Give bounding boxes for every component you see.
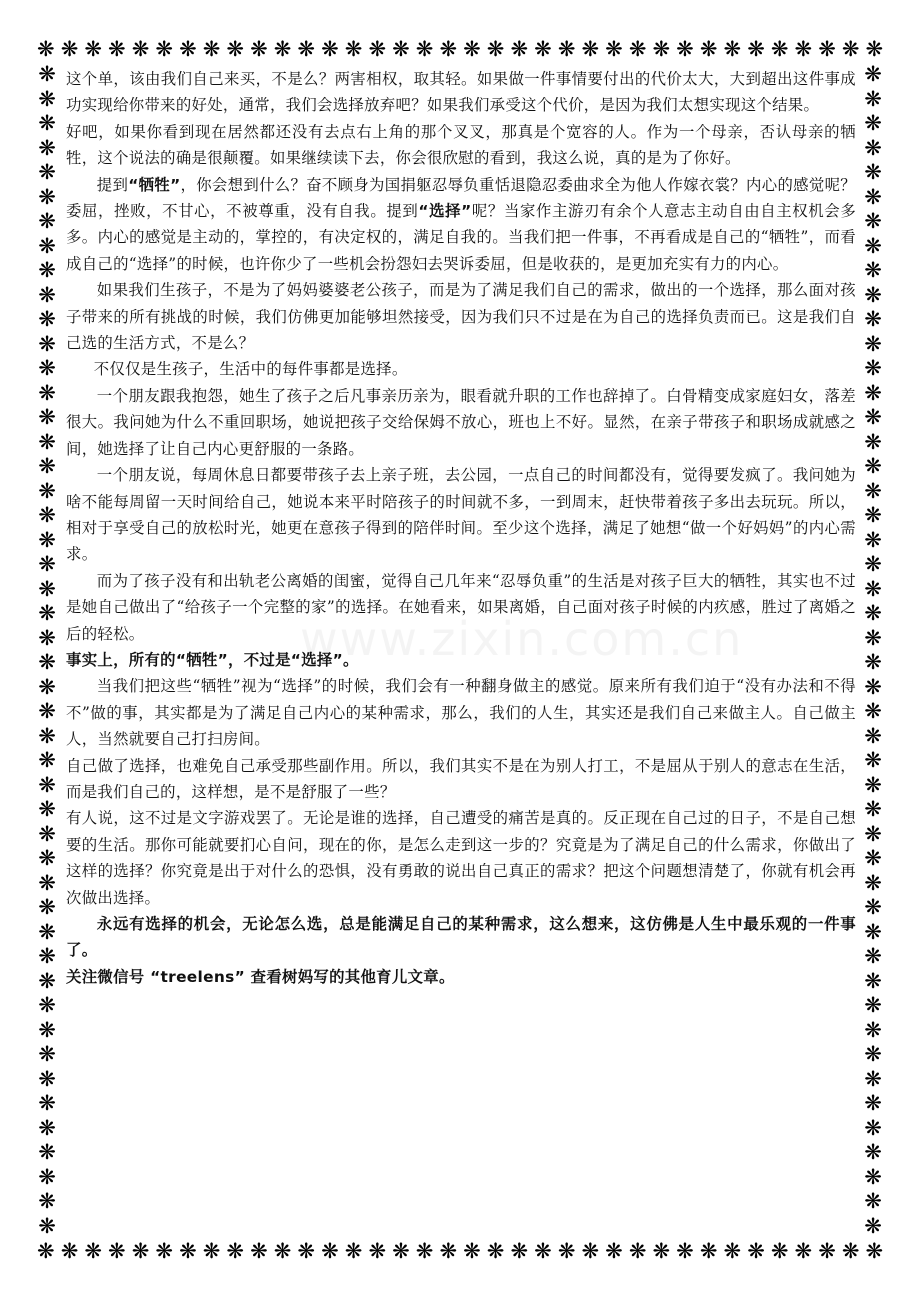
border-star-icon: ❋ — [38, 184, 56, 209]
border-star-icon: ❋ — [864, 429, 882, 454]
border-star-icon: ❋ — [38, 380, 56, 405]
border-star-icon: ❋ — [297, 1239, 316, 1263]
border-star-icon: ❋ — [864, 184, 882, 209]
border-star-icon: ❋ — [676, 37, 694, 61]
border-star-icon: ❋ — [38, 111, 56, 135]
border-star-icon: ❋ — [38, 307, 56, 331]
border-star-icon: ❋ — [864, 1213, 882, 1238]
border-star-icon: ❋ — [864, 111, 882, 135]
border-star-icon: ❋ — [38, 1091, 56, 1115]
border-star-icon: ❋ — [297, 37, 316, 61]
border-star-icon: ❋ — [864, 380, 882, 405]
border-star-icon: ❋ — [864, 797, 882, 821]
border-star-icon: ❋ — [676, 1239, 694, 1263]
border-star-icon: ❋ — [250, 37, 268, 61]
border-star-icon: ❋ — [581, 37, 600, 61]
border-star-icon: ❋ — [770, 37, 789, 61]
paragraph: 一个朋友跟我抱怨，她生了孩子之后凡事亲历亲为，眼看就升职的工作也辞掉了。白骨精变成家庭妇女，落差很大。我问她为什么不重回职场，她说把孩子交给保姆不放心，班也上不好。显然，在亲子带孩子和职场成就感之间，她选择了让自己内心更舒服的一条路。 — [66, 386, 856, 458]
border-star-icon: ❋ — [321, 37, 339, 61]
border-star-icon: ❋ — [38, 1140, 56, 1164]
decorative-border-left — [34, 62, 60, 1238]
border-star-icon: ❋ — [38, 699, 56, 723]
border-star-icon: ❋ — [864, 233, 882, 258]
border-star-icon: ❋ — [864, 135, 882, 160]
border-star-icon: ❋ — [108, 1239, 126, 1263]
border-star-icon: ❋ — [38, 748, 56, 772]
border-star-icon: ❋ — [864, 62, 882, 86]
paragraph: 一个朋友说，每周休息日都要带孩子去上亲子班，去公园，一点自己的时间都没有，觉得要发疯了。我问她为啥不能每周留一天时间给自己，她说本来平时陪孩子的时间就不多，一到周末，赶快带着孩子多出去玩玩。所以，相对于享受自己的放松时光，她更在意孩子得到的陪伴时间。至少这个选择，满足了她想“做一个好妈妈”的内心需求。 — [66, 466, 856, 564]
border-star-icon: ❋ — [864, 993, 882, 1017]
border-star-icon: ❋ — [864, 1164, 882, 1189]
border-star-icon: ❋ — [864, 307, 882, 331]
paragraph: 不仅仅是生孩子，生活中的每件事都是选择。 — [93, 360, 408, 379]
border-star-icon: ❋ — [131, 1239, 150, 1263]
border-star-icon: ❋ — [392, 37, 410, 61]
border-star-icon: ❋ — [557, 37, 576, 61]
border-star-icon: ❋ — [747, 1239, 765, 1263]
border-star-icon: ❋ — [864, 1189, 882, 1213]
paragraph: 如果我们生孩子，不是为了妈妈婆婆老公孩子，而是为了满足我们自己的需求，做出的一个选择，那么面对孩子带来的所有挑战的时候，我们仿佛更加能够坦然接受，因为我们只不过是在为自己的选择负责而已。这是我们自己选的生活方式，不是么？ — [66, 281, 856, 353]
border-star-icon: ❋ — [463, 37, 481, 61]
border-star-icon: ❋ — [321, 1239, 339, 1263]
border-star-icon: ❋ — [60, 37, 79, 61]
decorative-border-bottom — [34, 1238, 886, 1264]
border-star-icon: ❋ — [84, 1239, 102, 1263]
watermark: www.zixin.com.cn — [300, 612, 744, 666]
border-star-icon: ❋ — [864, 503, 882, 527]
border-star-icon: ❋ — [38, 919, 56, 944]
article-body — [66, 66, 856, 990]
border-star-icon: ❋ — [864, 674, 882, 699]
border-star-icon: ❋ — [38, 135, 56, 160]
border-star-icon: ❋ — [486, 37, 505, 61]
border-star-icon: ❋ — [155, 37, 173, 61]
border-star-icon: ❋ — [38, 968, 56, 993]
paragraph-text: 呢？当家作主游刃有余个人意志主动自由自主权机会多多。内心的感觉是主动的，掌控的，有决定权的，满足自我的。当我们把一件事，不再看成是自己的“牺牲”，而看成自己的“选择”的时候，也许你少了一些机会扮怨妇去哭诉委屈，但是收获的，是更加充实有力的内心。 — [66, 202, 857, 273]
border-star-icon: ❋ — [605, 37, 623, 61]
border-star-icon: ❋ — [486, 1239, 505, 1263]
border-star-icon: ❋ — [344, 37, 363, 61]
border-star-icon: ❋ — [864, 723, 882, 748]
border-star-icon: ❋ — [38, 429, 56, 454]
border-star-icon: ❋ — [652, 37, 671, 61]
border-star-icon: ❋ — [864, 821, 882, 846]
border-star-icon: ❋ — [864, 282, 882, 307]
border-star-icon: ❋ — [38, 674, 56, 699]
border-star-icon: ❋ — [38, 772, 56, 797]
border-star-icon: ❋ — [202, 1239, 221, 1263]
border-star-icon: ❋ — [699, 37, 718, 61]
border-star-icon: ❋ — [38, 86, 56, 111]
border-star-icon: ❋ — [37, 1239, 55, 1263]
border-star-icon: ❋ — [818, 1239, 836, 1263]
border-star-icon: ❋ — [605, 1239, 623, 1263]
emphasis-sacrifice: “牺牲” — [128, 175, 181, 194]
border-star-icon: ❋ — [38, 846, 56, 870]
border-star-icon: ❋ — [60, 1239, 79, 1263]
border-star-icon: ❋ — [202, 37, 221, 61]
border-star-icon: ❋ — [864, 968, 882, 993]
border-star-icon: ❋ — [344, 1239, 363, 1263]
follow-note: 关注微信号 “treelens” 查看树妈写的其他育儿文章。 — [66, 967, 455, 986]
border-star-icon: ❋ — [865, 1239, 884, 1263]
border-star-icon: ❋ — [864, 1091, 882, 1115]
paragraph: 有人说，这不过是文字游戏罢了。无论是谁的选择，自己遭受的痛苦是真的。反正现在自己过的日子，不是自己想要的生活。那你可能就要扪心自问，现在的你，是怎么走到这一步的？究竟是为了满足自己的什么需求，你做出了这样的选择？你究竟是出于对什么的恐惧，没有勇敢的说出自己真正的需求？把这个问题想清楚了，你就有机会再次做出选择。 — [66, 809, 856, 907]
border-star-icon: ❋ — [38, 160, 56, 184]
border-star-icon: ❋ — [723, 37, 742, 61]
border-star-icon: ❋ — [864, 1042, 882, 1066]
border-star-icon: ❋ — [864, 86, 882, 111]
border-star-icon: ❋ — [723, 1239, 742, 1263]
border-star-icon: ❋ — [38, 993, 56, 1017]
border-star-icon: ❋ — [864, 331, 882, 356]
border-star-icon: ❋ — [38, 821, 56, 846]
border-star-icon: ❋ — [38, 356, 56, 380]
border-star-icon: ❋ — [864, 160, 882, 184]
border-star-icon: ❋ — [37, 37, 55, 61]
border-star-icon: ❋ — [864, 454, 882, 478]
border-star-icon: ❋ — [557, 1239, 576, 1263]
border-star-icon: ❋ — [794, 1239, 813, 1263]
conclusion: 永远有选择的机会，无论怎么选，总是能满足自己的某种需求，这么想来，这仿佛是人生中最乐观的一件事了。 — [66, 915, 856, 960]
border-star-icon: ❋ — [250, 1239, 268, 1263]
border-star-icon: ❋ — [794, 37, 813, 61]
border-star-icon: ❋ — [38, 797, 56, 821]
border-star-icon: ❋ — [463, 1239, 481, 1263]
border-star-icon: ❋ — [38, 1066, 56, 1091]
border-star-icon: ❋ — [864, 1140, 882, 1164]
border-star-icon: ❋ — [864, 1066, 882, 1091]
border-star-icon: ❋ — [864, 405, 882, 429]
border-star-icon: ❋ — [864, 650, 882, 674]
border-star-icon: ❋ — [628, 37, 647, 61]
border-star-icon: ❋ — [841, 37, 860, 61]
decorative-border-top — [34, 36, 886, 62]
border-star-icon: ❋ — [510, 37, 529, 61]
border-star-icon: ❋ — [226, 1239, 245, 1263]
border-star-icon: ❋ — [864, 576, 882, 601]
border-star-icon: ❋ — [439, 37, 458, 61]
border-star-icon: ❋ — [864, 919, 882, 944]
border-star-icon: ❋ — [273, 1239, 292, 1263]
border-star-icon: ❋ — [38, 601, 56, 625]
paragraph: 好吧，如果你看到现在居然都还没有去点右上角的那个叉叉，那真是个宽容的人。作为一个母亲，否认母亲的牺牲，这个说法的确是很颠覆。如果继续读下去，你会很欣慰的看到，我这么说，真的是为了你好。 — [66, 122, 856, 168]
border-star-icon: ❋ — [155, 1239, 173, 1263]
border-star-icon: ❋ — [864, 1017, 882, 1042]
border-star-icon: ❋ — [38, 552, 56, 576]
border-star-icon: ❋ — [864, 748, 882, 772]
border-star-icon: ❋ — [747, 37, 765, 61]
border-star-icon: ❋ — [108, 37, 126, 61]
border-star-icon: ❋ — [38, 478, 56, 503]
border-star-icon: ❋ — [392, 1239, 410, 1263]
paragraph-text: ，你会想到什么？奋不顾身为国捐躯忍辱负重恬退隐忍委曲求全为他人作嫁衣裳？内心的感觉呢？委屈，挫败，不甘心，不被尊重，没有自我。提到 — [66, 175, 856, 221]
border-star-icon: ❋ — [38, 503, 56, 527]
border-star-icon: ❋ — [864, 772, 882, 797]
border-star-icon: ❋ — [510, 1239, 529, 1263]
paragraph: 这个单，该由我们自己来买，不是么？两害相权，取其轻。如果做一件事情要付出的代价太大，大到超出这件事成功实现给你带来的好处，通常，我们会选择放弃吧？如果我们承受这个代价，是因为我们太想实现这个结果。 — [66, 70, 856, 115]
border-star-icon: ❋ — [864, 1115, 882, 1140]
border-star-icon: ❋ — [179, 37, 197, 61]
border-star-icon: ❋ — [38, 527, 56, 552]
border-star-icon: ❋ — [38, 331, 56, 356]
border-star-icon: ❋ — [770, 1239, 789, 1263]
key-statement: 事实上，所有的“牺牲”，不过是“选择”。 — [66, 650, 359, 669]
border-star-icon: ❋ — [38, 405, 56, 429]
border-star-icon: ❋ — [415, 1239, 434, 1263]
border-star-icon: ❋ — [439, 1239, 458, 1263]
border-star-icon: ❋ — [864, 870, 882, 895]
decorative-border-right — [860, 62, 886, 1238]
border-star-icon: ❋ — [38, 1189, 56, 1213]
paragraph: 而为了孩子没有和出轨老公离婚的闺蜜，觉得自己几年来“忍辱负重”的生活是对孩子巨大的牺牲，其实也不过是她自己做出了“给孩子一个完整的家”的选择。在她看来，如果离婚，自己面对孩子时候的内疚感，胜过了离婚之后的轻松。 — [66, 571, 856, 643]
border-star-icon: ❋ — [38, 1164, 56, 1189]
paragraph-text: 提到 — [96, 175, 129, 194]
border-star-icon: ❋ — [864, 601, 882, 625]
border-star-icon: ❋ — [38, 209, 56, 233]
border-star-icon: ❋ — [131, 37, 150, 61]
border-star-icon: ❋ — [38, 62, 56, 86]
paragraph: 自己做了选择，也难免自己承受那些副作用。所以，我们其实不是在为别人打工，不是屈从于别人的意志在生活，而是我们自己的，这样想，是不是舒服了一些？ — [66, 756, 856, 801]
border-star-icon: ❋ — [38, 625, 56, 650]
border-star-icon: ❋ — [38, 1017, 56, 1042]
border-star-icon: ❋ — [38, 576, 56, 601]
border-star-icon: ❋ — [38, 1042, 56, 1066]
border-star-icon: ❋ — [864, 625, 882, 650]
border-star-icon: ❋ — [38, 944, 56, 968]
border-star-icon: ❋ — [84, 37, 102, 61]
border-star-icon: ❋ — [864, 895, 882, 919]
border-star-icon: ❋ — [818, 37, 836, 61]
border-star-icon: ❋ — [581, 1239, 600, 1263]
border-star-icon: ❋ — [841, 1239, 860, 1263]
border-star-icon: ❋ — [534, 37, 552, 61]
paragraph: 当我们把这些“牺牲”视为“选择”的时候，我们会有一种翻身做主的感觉。原来所有我们迫于“没有办法和不得不”做的事，其实都是为了满足自己内心的某种需求，那么，我们的人生，其实还是我们自己来做主人。自己做主人，当然就要自己打扫房间。 — [66, 677, 856, 749]
border-star-icon: ❋ — [864, 944, 882, 968]
paragraph — [66, 172, 856, 278]
border-star-icon: ❋ — [273, 37, 292, 61]
border-star-icon: ❋ — [534, 1239, 552, 1263]
border-star-icon: ❋ — [864, 552, 882, 576]
border-star-icon: ❋ — [628, 1239, 647, 1263]
border-star-icon: ❋ — [864, 258, 882, 282]
border-star-icon: ❋ — [652, 1239, 671, 1263]
border-star-icon: ❋ — [38, 1213, 56, 1238]
emphasis-choice: “选择” — [418, 202, 472, 221]
border-star-icon: ❋ — [699, 1239, 718, 1263]
border-star-icon: ❋ — [864, 846, 882, 870]
border-star-icon: ❋ — [38, 650, 56, 674]
border-star-icon: ❋ — [38, 258, 56, 282]
border-star-icon: ❋ — [38, 233, 56, 258]
border-star-icon: ❋ — [38, 282, 56, 307]
border-star-icon: ❋ — [179, 1239, 197, 1263]
border-star-icon: ❋ — [368, 37, 387, 61]
border-star-icon: ❋ — [226, 37, 245, 61]
border-star-icon: ❋ — [865, 37, 884, 61]
border-star-icon: ❋ — [38, 1115, 56, 1140]
border-star-icon: ❋ — [38, 870, 56, 895]
border-star-icon: ❋ — [38, 454, 56, 478]
border-star-icon: ❋ — [415, 37, 434, 61]
border-star-icon: ❋ — [864, 209, 882, 233]
border-star-icon: ❋ — [38, 895, 56, 919]
border-star-icon: ❋ — [368, 1239, 387, 1263]
border-star-icon: ❋ — [38, 723, 56, 748]
border-star-icon: ❋ — [864, 478, 882, 503]
border-star-icon: ❋ — [864, 356, 882, 380]
border-star-icon: ❋ — [864, 527, 882, 552]
border-star-icon: ❋ — [864, 699, 882, 723]
